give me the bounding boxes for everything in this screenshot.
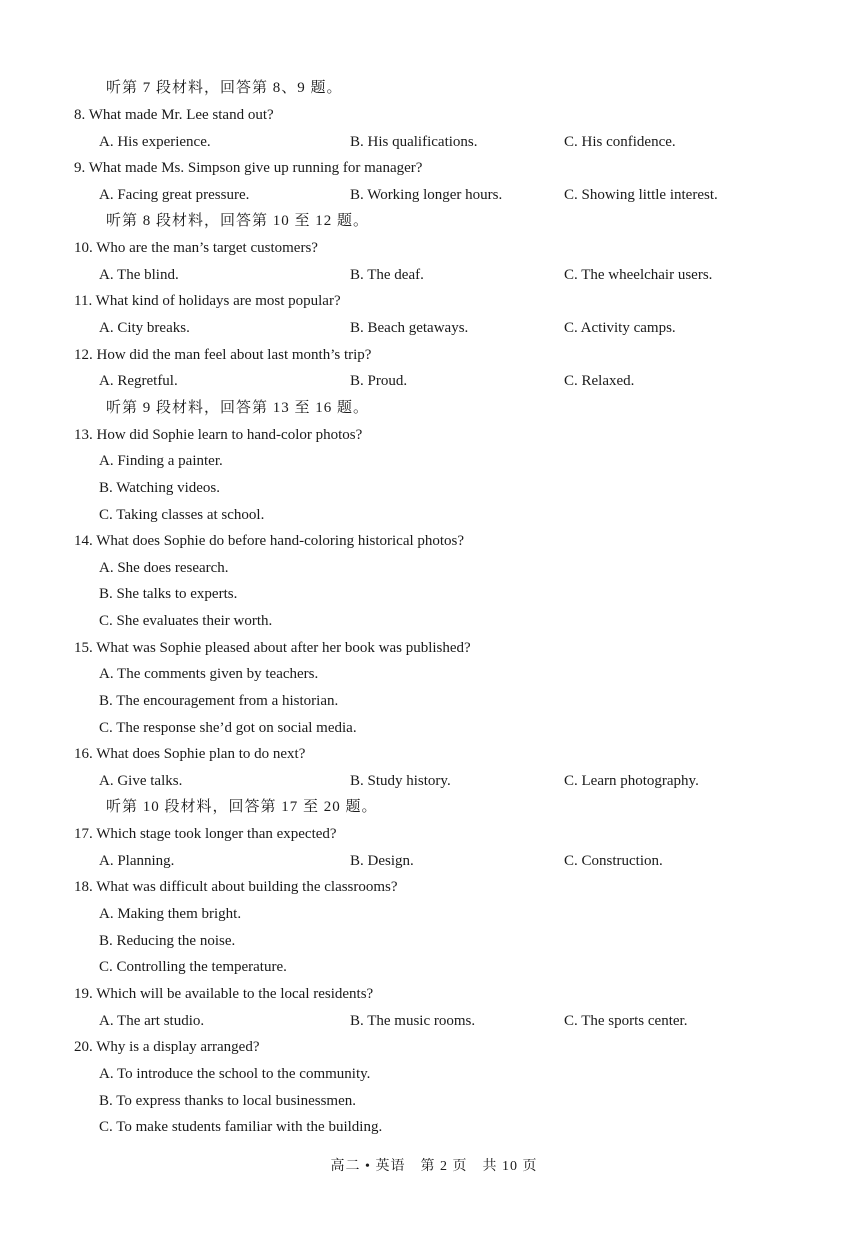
- question-19: 19. Which will be available to the local residents?: [74, 986, 374, 1002]
- option-15a: A. The comments given by teachers.: [99, 666, 319, 682]
- question-20: 20. Why is a display arranged?: [74, 1039, 260, 1055]
- option-10c: C. The wheelchair users.: [564, 267, 713, 283]
- option-18b: B. Reducing the noise.: [99, 933, 236, 949]
- question-12: 12. How did the man feel about last month’s trip?: [74, 347, 372, 363]
- option-16c: C. Learn photography.: [564, 773, 699, 789]
- option-19a: A. The art studio.: [99, 1013, 205, 1029]
- page-footer: 高二 • 英语 第 2 页 共 10 页: [330, 1159, 538, 1174]
- option-9c: C. Showing little interest.: [564, 187, 718, 203]
- option-14a: A. She does research.: [99, 560, 229, 576]
- option-15c: C. The response she’d got on social media.: [99, 720, 357, 736]
- question-11: 11. What kind of holidays are most popular?: [74, 293, 341, 309]
- option-12a: A. Regretful.: [99, 373, 178, 389]
- question-10: 10. Who are the man’s target customers?: [74, 240, 318, 256]
- option-16a: A. Give talks.: [99, 773, 183, 789]
- option-8b: B. His qualifications.: [350, 134, 478, 150]
- question-14: 14. What does Sophie do before hand-coloring historical photos?: [74, 533, 465, 549]
- option-19b: B. The music rooms.: [350, 1013, 476, 1029]
- option-16b: B. Study history.: [350, 773, 451, 789]
- option-13c: C. Taking classes at school.: [99, 507, 265, 523]
- option-14b: B. She talks to experts.: [99, 586, 238, 602]
- option-20b: B. To express thanks to local businessmen.: [99, 1093, 356, 1109]
- section-heading-7: 听第 7 段材料，回答第 8、9 题。: [106, 80, 343, 96]
- option-17c: C. Construction.: [564, 853, 663, 869]
- option-9b: B. Working longer hours.: [350, 187, 503, 203]
- option-17a: A. Planning.: [99, 853, 175, 869]
- option-11b: B. Beach getaways.: [350, 320, 469, 336]
- question-13: 13. How did Sophie learn to hand-color photos?: [74, 427, 363, 443]
- option-12b: B. Proud.: [350, 373, 408, 389]
- option-19c: C. The sports center.: [564, 1013, 688, 1029]
- option-14c: C. She evaluates their worth.: [99, 613, 273, 629]
- option-13a: A. Finding a painter.: [99, 453, 223, 469]
- section-heading-9: 听第 9 段材料，回答第 13 至 16 题。: [106, 400, 370, 416]
- option-18a: A. Making them bright.: [99, 906, 242, 922]
- option-9a: A. Facing great pressure.: [99, 187, 250, 203]
- option-20a: A. To introduce the school to the community.: [99, 1066, 371, 1082]
- question-15: 15. What was Sophie pleased about after her book was published?: [74, 640, 471, 656]
- question-8: 8. What made Mr. Lee stand out?: [74, 107, 274, 123]
- option-8a: A. His experience.: [99, 134, 211, 150]
- section-heading-8: 听第 8 段材料，回答第 10 至 12 题。: [106, 213, 370, 229]
- option-12c: C. Relaxed.: [564, 373, 635, 389]
- option-8c: C. His confidence.: [564, 134, 676, 150]
- question-17: 17. Which stage took longer than expected?: [74, 826, 337, 842]
- option-17b: B. Design.: [350, 853, 414, 869]
- option-10a: A. The blind.: [99, 267, 179, 283]
- option-18c: C. Controlling the temperature.: [99, 959, 287, 975]
- question-16: 16. What does Sophie plan to do next?: [74, 746, 306, 762]
- option-11c: C. Activity camps.: [564, 320, 676, 336]
- option-11a: A. City breaks.: [99, 320, 190, 336]
- question-18: 18. What was difficult about building the classrooms?: [74, 879, 398, 895]
- option-10b: B. The deaf.: [350, 267, 424, 283]
- option-13b: B. Watching videos.: [99, 480, 221, 496]
- section-heading-10: 听第 10 段材料，回答第 17 至 20 题。: [106, 799, 378, 815]
- option-20c: C. To make students familiar with the building.: [99, 1119, 383, 1135]
- question-9: 9. What made Ms. Simpson give up running for manager?: [74, 160, 423, 176]
- option-15b: B. The encouragement from a historian.: [99, 693, 339, 709]
